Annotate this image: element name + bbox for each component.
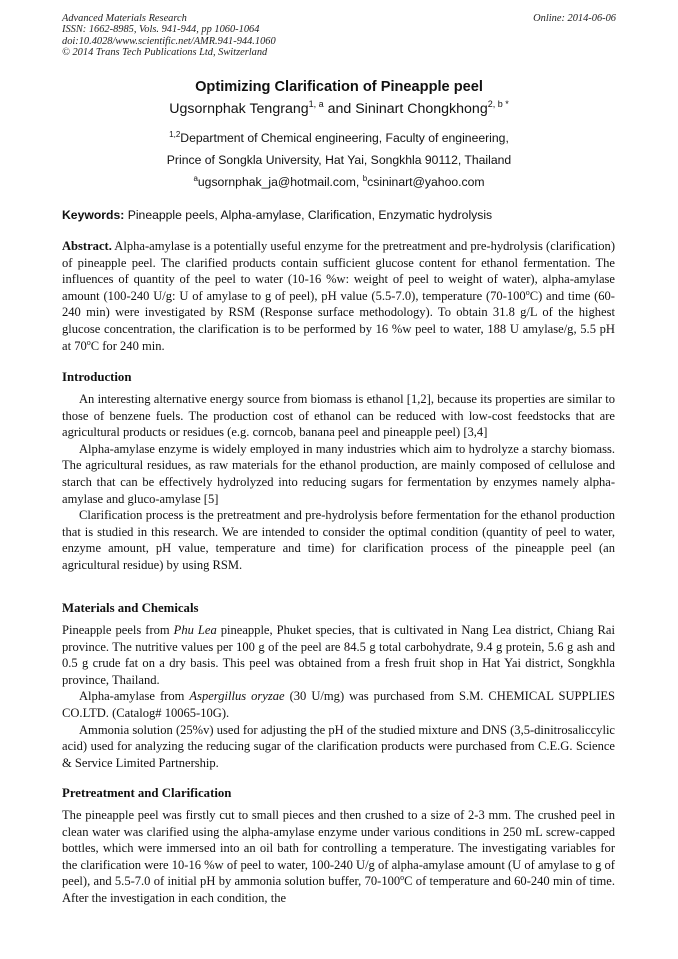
affiliation-text: Department of Chemical engineering, Faculty of engineering,: [180, 131, 509, 145]
paragraph: An interesting alternative energy source from biomass is ethanol [1,2], because its properties are similar to those of benzene fuels. The production cost of ethanol can be reduced with low-cost feedstocks that are agricultural products or residues (e.g. corncob, banana peel and pineapple peel) [3,4]: [62, 392, 615, 440]
paragraph: Ammonia solution (25%v) used for adjusting the pH of the studied mixture and DNS (3,5-dinitrosaliccylic acid) used for analyzing the reducing sugar of the clarification products were purchased from C.E.G. Science & Service Limited Partnership.: [62, 722, 615, 770]
author-name: Sininart Chongkhong: [355, 101, 488, 117]
email-address: csininart@yahoo.com: [367, 175, 485, 189]
paragraph-text: Pineapple peels from: [62, 623, 174, 637]
keywords-text: Pineapple peels, Alpha-amylase, Clarification, Enzymatic hydrolysis: [124, 208, 493, 222]
issn-line: ISSN: 1662-8985, Vols. 941-944, pp 1060-1064: [62, 24, 260, 36]
journal-header: [62, 13, 276, 59]
online-date: Online: 2014-06-06: [533, 13, 616, 24]
paragraph-text: Alpha-amylase from: [79, 689, 190, 704]
introduction-body: [62, 391, 615, 574]
paragraph: [62, 622, 615, 688]
email-marker: a: [193, 174, 198, 183]
paragraph: Clarification process is the pretreatment and pre-hydrolysis before fermentation for the ethanol production that is studied in this research. We are intended to consider the optimal condition (quantity of peel to water, enzyme amount, pH value, temperature and time) for clarification process of the pineapple peel (an agricultural residue) by using RSM.: [62, 508, 615, 572]
affiliation-line: [0, 131, 678, 145]
abstract-text: C) and time (60-240 min) were investigated by RSM (Response surface methodology). To obtain 31.8 g/L of the highest glucose concentration, the clarification is to be performed by 16 %w peel to water, 188 U amylase/g, 5.5 pH at 70: [62, 288, 615, 353]
author-marker: 2, b *: [487, 99, 509, 109]
keywords: [62, 208, 618, 222]
section-heading: Materials and Chemicals: [62, 601, 199, 615]
email-line: [0, 175, 678, 189]
paragraph: [62, 688, 615, 721]
paragraph-text: C of temperature and 60-240 min of time. After the investigation in each condition, the: [62, 874, 615, 905]
species-name: Aspergillus oryzae: [189, 689, 285, 704]
paragraph-text: The pineapple peel was firstly cut to small pieces and then crushed to a size of 2-3 mm. The crushed peel in clean water was clarified using the alpha-amylase enzyme under various conditions in 250 mL screw-capped bottles, which were immersed into an oil bath for controlling a temperature. The investigating variables for the clarification were 10-16 %w of peel to water, 100-240 U/g of alpha-amylase amount (U of amylase to g of peel), and 5.5-7.0 of initial pH by ammonia solution buffer, 70-100: [62, 808, 615, 889]
author-marker: 1, a: [308, 99, 324, 109]
keywords-label: Keywords:: [62, 208, 125, 222]
email-marker: b: [362, 174, 368, 183]
abstract-text: Alpha-amylase is a potentially useful enzyme for the pretreatment and pre-hydrolysis (clarification) of pineapple peel. The clarified products contain sufficient glucose content for ethanol fermentation. The influences of quantity of the peel to water (10-16 %w: weight of peel to weight of water), alpha-amylase amount (100-240 U/g: U of amylase to g of peel), pH value (5.5-7.0), temperature (70-100: [62, 239, 615, 303]
pretreatment-body: [62, 807, 615, 907]
section-heading: Introduction: [62, 370, 132, 384]
species-name: Phu Lea: [173, 623, 217, 637]
affiliation-marker: 1,2: [169, 130, 181, 139]
doi-line: doi:10.4028/www.scientific.net/AMR.941-944.1060: [62, 35, 276, 47]
copyright-line: © 2014 Trans Tech Publications Ltd, Switzerland: [62, 47, 268, 59]
paper-title: Optimizing Clarification of Pineapple peel: [195, 79, 483, 95]
paragraph-text: (30 U/mg) was purchased from S.M. CHEMICAL SUPPLIES CO.LTD. (Catalog# 10065-10G).: [62, 689, 615, 720]
degree-mark: o: [525, 287, 530, 297]
author-conjunction: and: [323, 101, 356, 117]
abstract-label: Abstract.: [62, 239, 112, 253]
author-line: [0, 101, 678, 117]
paragraph: Alpha-amylase enzyme is widely employed in many industries which aim to hydrolyze a starchy biomass. The agricultural residues, as raw materials for the ethanol production, are mainly composed of cellulose and starch that can be effectively hydrolyzed into reducing sugars for fermentation by enzymes namely alpha-amylase and gluco-amylase [5]: [62, 441, 615, 506]
journal-name: Advanced Materials Research: [62, 13, 187, 24]
affiliation-line: Prince of Songkla University, Hat Yai, Songkhla 90112, Thailand: [166, 153, 512, 167]
paragraph: [62, 807, 615, 907]
author-name: Ugsornphak Tengrang: [169, 101, 309, 117]
email-address: ugsornphak_ja@hotmail.com,: [197, 175, 363, 189]
paragraph-text: pineapple, Phuket species, that is cultivated in Nang Lea district, Chiang Rai province. The nutritive values per 100 g of the peel are 84.5 g total carbohydrate, 9.4 g protein, 5.6 g ash and 0.5 g crude fat on a dry basis. This peel was obtained from a fresh fruit shop in Hat Yai district, Songkhla province, Thailand.: [62, 623, 615, 687]
abstract: [62, 238, 615, 354]
degree-mark: o: [400, 873, 405, 883]
degree-mark: o: [86, 337, 91, 347]
section-heading: Pretreatment and Clarification: [62, 786, 232, 800]
materials-body: [62, 622, 615, 771]
abstract-text: C for 240 min.: [90, 338, 165, 353]
